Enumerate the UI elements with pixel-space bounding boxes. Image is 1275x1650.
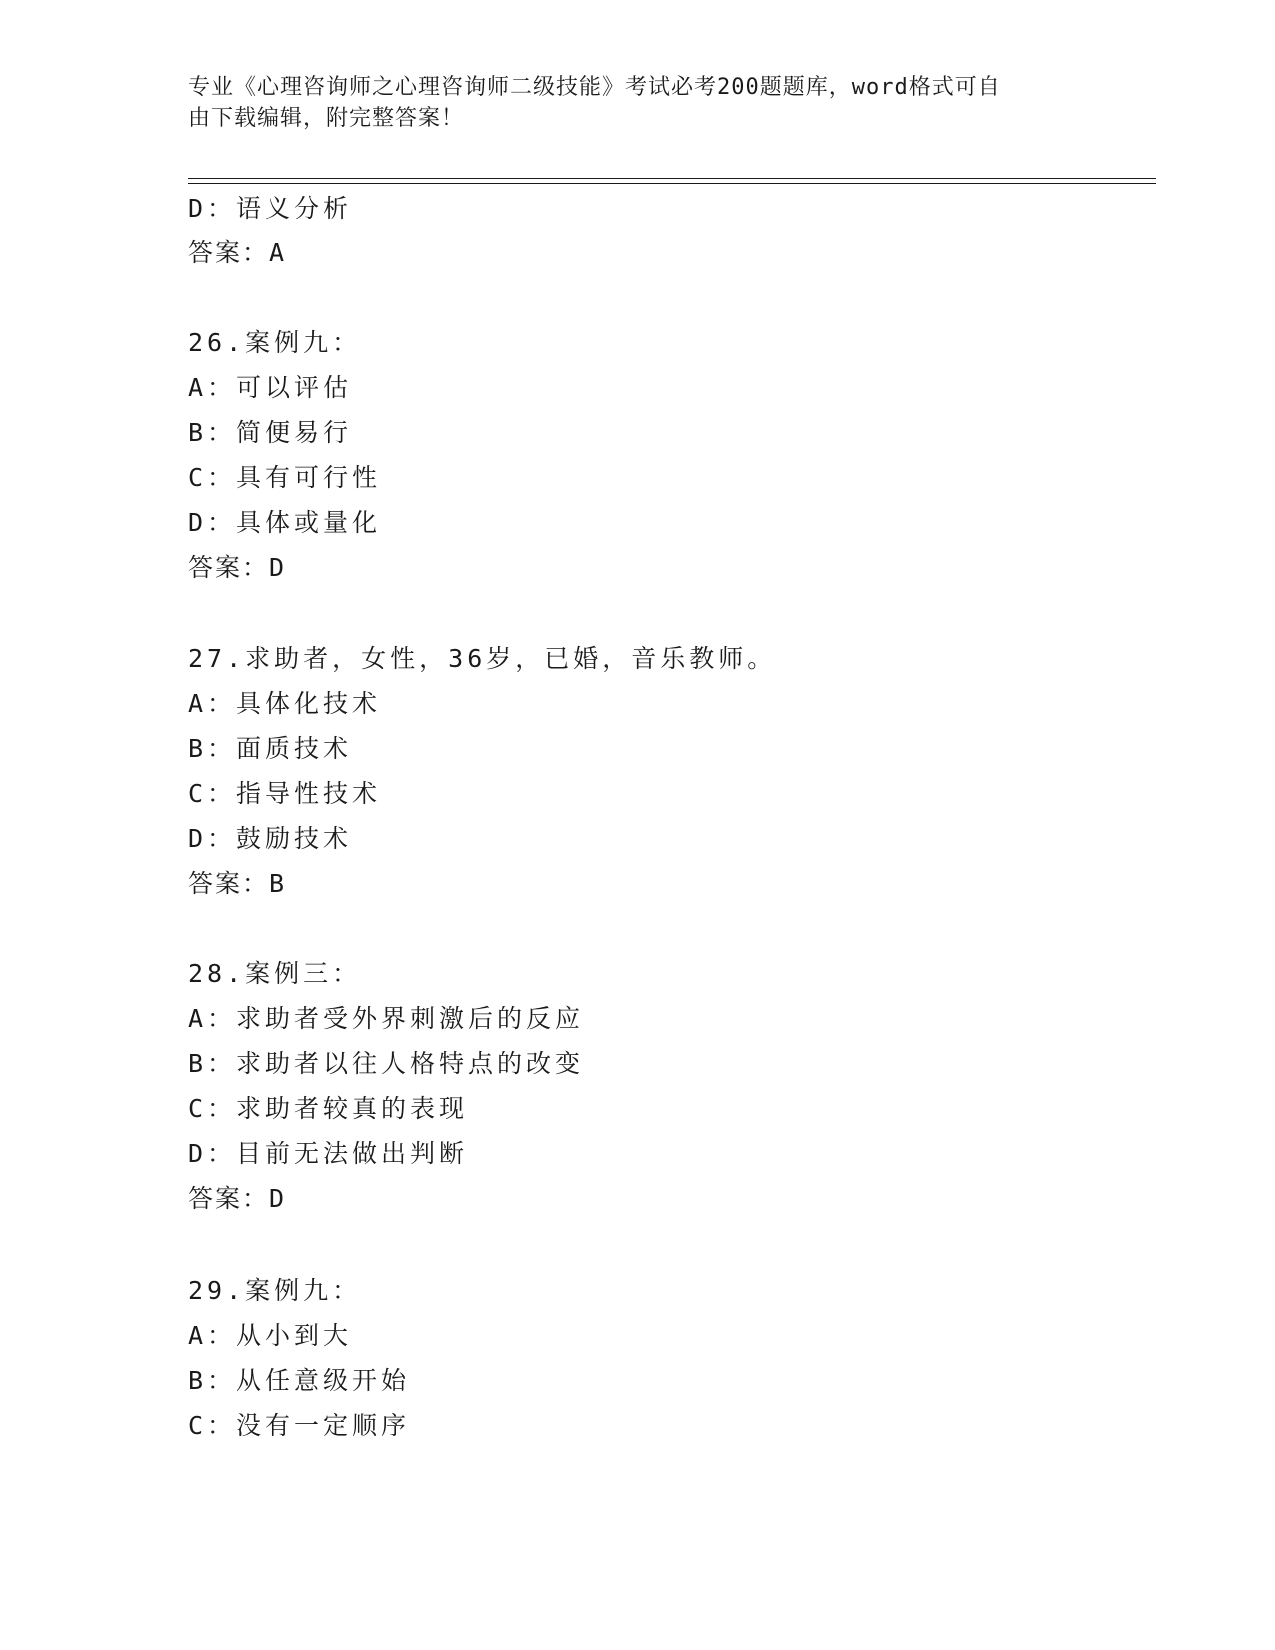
q28-option-c: C：求助者较真的表现 bbox=[188, 1094, 469, 1123]
q29-title: 29.案例九： bbox=[188, 1276, 362, 1305]
header-divider-top bbox=[188, 178, 1156, 179]
header-line-1: 专业《心理咨询师之心理咨询师二级技能》考试必考200题题库，word格式可自 bbox=[188, 75, 1001, 100]
q28-option-a: A：求助者受外界刺激后的反应 bbox=[188, 1004, 585, 1033]
prev-option-d: D：语义分析 bbox=[188, 194, 353, 223]
q26-option-b: B：简便易行 bbox=[188, 418, 353, 447]
q29-option-c: C：没有一定顺序 bbox=[188, 1411, 411, 1440]
q27-option-a: A：具体化技术 bbox=[188, 689, 382, 718]
document-header bbox=[188, 72, 1088, 134]
q29-option-a: A：从小到大 bbox=[188, 1321, 353, 1350]
q29-option-b: B：从任意级开始 bbox=[188, 1366, 411, 1395]
q26-answer: 答案：D bbox=[188, 553, 287, 582]
header-divider-bottom bbox=[188, 183, 1156, 184]
q28-title: 28.案例三： bbox=[188, 959, 362, 988]
header-line-2: 由下载编辑，附完整答案！ bbox=[188, 106, 465, 131]
q27-answer: 答案：B bbox=[188, 869, 287, 898]
q27-option-c: C：指导性技术 bbox=[188, 779, 382, 808]
q28-option-b: B：求助者以往人格特点的改变 bbox=[188, 1049, 585, 1078]
q27-title: 27.求助者，女性，36岁，已婚，音乐教师。 bbox=[188, 644, 777, 673]
q26-option-a: A：可以评估 bbox=[188, 373, 353, 402]
q28-answer: 答案：D bbox=[188, 1184, 287, 1213]
q26-option-d: D：具体或量化 bbox=[188, 508, 382, 537]
q27-option-d: D：鼓励技术 bbox=[188, 824, 353, 853]
q26-title: 26.案例九： bbox=[188, 328, 362, 357]
q27-option-b: B：面质技术 bbox=[188, 734, 353, 763]
q28-option-d: D：目前无法做出判断 bbox=[188, 1139, 469, 1168]
q26-option-c: C：具有可行性 bbox=[188, 463, 382, 492]
prev-answer: 答案：A bbox=[188, 238, 287, 267]
